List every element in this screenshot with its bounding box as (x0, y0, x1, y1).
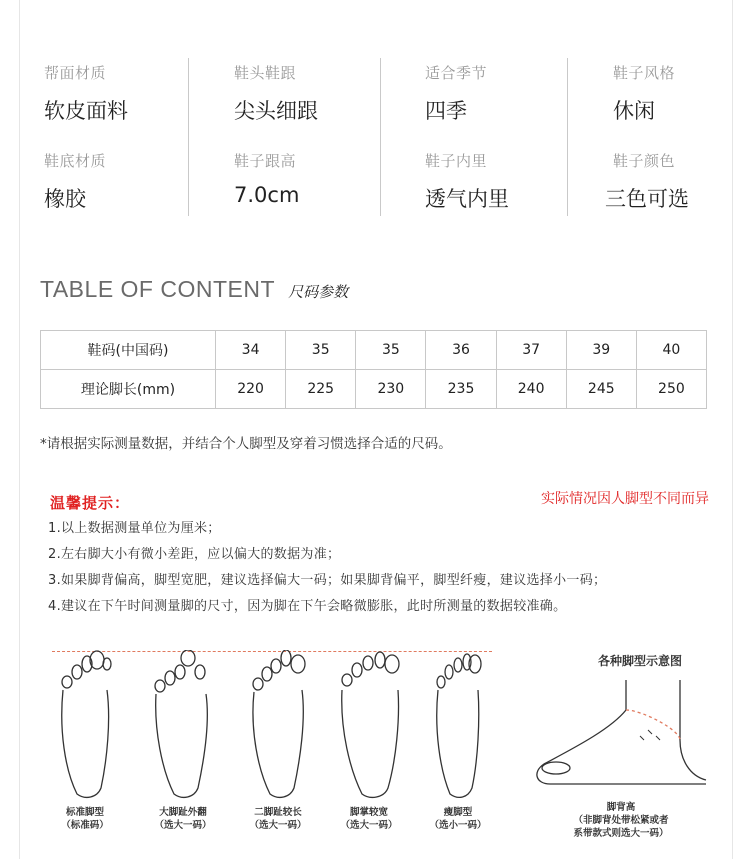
attr-key: 鞋子风格 (613, 64, 676, 82)
attr-value: 尖头细跟 (234, 99, 318, 123)
table-cell: 240 (496, 370, 566, 409)
diagram-caption-line: 系带款式则选大一码） (573, 828, 669, 839)
tip-item: 4.建议在下午时间测量脚的尺寸，因为脚在下午会略微膨胀，此时所测量的数据较准确。 (48, 599, 567, 614)
attr-sole-material (44, 150, 214, 213)
foot-caption (233, 806, 323, 832)
size-note: *请根据实际测量数据，并结合个人脚型及穿着习惯选择合适的尺码。 (40, 436, 452, 452)
diagram-caption (556, 801, 686, 840)
bunion-foot-icon (152, 650, 212, 800)
tip-item: 3.如果脚背偏高，脚型宽肥，建议选择偏大一码；如果脚背偏平，脚型纤瘦，建议选择小一码； (48, 573, 607, 588)
attr-key: 鞋子跟高 (234, 152, 297, 170)
long-second-toe-foot-icon (248, 650, 308, 800)
tip-item: 1.以上数据测量单位为厘米； (48, 521, 221, 536)
table-cell: 220 (216, 370, 286, 409)
table-cell: 250 (636, 370, 706, 409)
table-row (41, 370, 707, 409)
row-header: 鞋码(中国码) (41, 331, 216, 370)
attr-color (605, 150, 750, 213)
attr-key: 帮面材质 (44, 64, 107, 82)
attr-key: 鞋底材质 (44, 152, 107, 170)
diagram-title: 各种脚型示意图 (598, 654, 683, 668)
attr-lining (425, 150, 595, 213)
table-cell: 35 (286, 331, 356, 370)
table-cell: 225 (286, 370, 356, 409)
diagram-caption-line: 脚背高 (606, 802, 636, 813)
high-instep-foot-icon (530, 680, 710, 790)
foot-type-name: 二脚趾较长 (254, 807, 302, 818)
attr-value: 四季 (425, 99, 467, 123)
foot-type-name: 大脚趾外翻 (159, 807, 207, 818)
table-cell: 39 (566, 331, 636, 370)
attr-key: 鞋子颜色 (613, 152, 676, 170)
table-cell: 34 (216, 331, 286, 370)
foot-type-name: 脚掌较宽 (349, 807, 388, 818)
attr-heel-height (234, 150, 404, 207)
toc-heading (40, 276, 348, 303)
row-header: 理论脚长(mm) (41, 370, 216, 409)
attr-key: 鞋子内里 (425, 152, 488, 170)
table-cell: 35 (356, 331, 426, 370)
size-table (40, 330, 707, 409)
attr-value: 休闲 (613, 99, 655, 123)
tip-item: 2.左右脚大小有微小差距，应以偏大的数据为准； (48, 547, 341, 562)
foot-type-advice: （选大一码） (154, 820, 212, 831)
wide-foot-icon (340, 650, 400, 800)
foot-caption (40, 806, 130, 832)
table-cell: 230 (356, 370, 426, 409)
table-cell: 40 (636, 331, 706, 370)
attr-style (613, 62, 750, 125)
table-cell: 36 (426, 331, 496, 370)
foot-caption (413, 806, 503, 832)
foot-type-advice: （标准码） (61, 820, 109, 831)
attr-value: 软皮面料 (44, 99, 128, 123)
table-cell: 235 (426, 370, 496, 409)
attr-key: 适合季节 (425, 64, 488, 82)
tips-side-note: 实际情况因人脚型不同而异 (541, 491, 709, 507)
attr-value: 透气内里 (425, 187, 509, 211)
attr-value: 7.0cm (234, 183, 300, 207)
narrow-foot-icon (428, 650, 488, 800)
attr-toe-heel (234, 62, 404, 125)
foot-type-name: 瘦脚型 (443, 807, 473, 818)
attr-key: 鞋头鞋跟 (234, 64, 297, 82)
attr-value: 橡胶 (44, 187, 86, 211)
attr-season (425, 62, 595, 125)
foot-type-advice: （选小一码） (429, 820, 487, 831)
table-cell: 37 (496, 331, 566, 370)
table-cell: 245 (566, 370, 636, 409)
foot-type-name: 标准脚型 (65, 807, 104, 818)
diagram-caption-line: （非脚背处带松紧或者 (573, 815, 669, 826)
attr-upper-material (44, 62, 214, 125)
foot-caption (324, 806, 414, 832)
tips-list (48, 516, 606, 620)
foot-type-advice: （选大一码） (340, 820, 398, 831)
toc-chinese: 尺码参数 (288, 283, 349, 301)
tips-title: 温馨提示： (50, 494, 131, 512)
standard-foot-icon (55, 650, 115, 800)
foot-caption (138, 806, 228, 832)
foot-type-advice: （选大一码） (249, 820, 307, 831)
attr-value: 三色可选 (605, 187, 689, 211)
table-row (41, 331, 707, 370)
toc-english: TABLE OF CONTENT (40, 276, 276, 302)
